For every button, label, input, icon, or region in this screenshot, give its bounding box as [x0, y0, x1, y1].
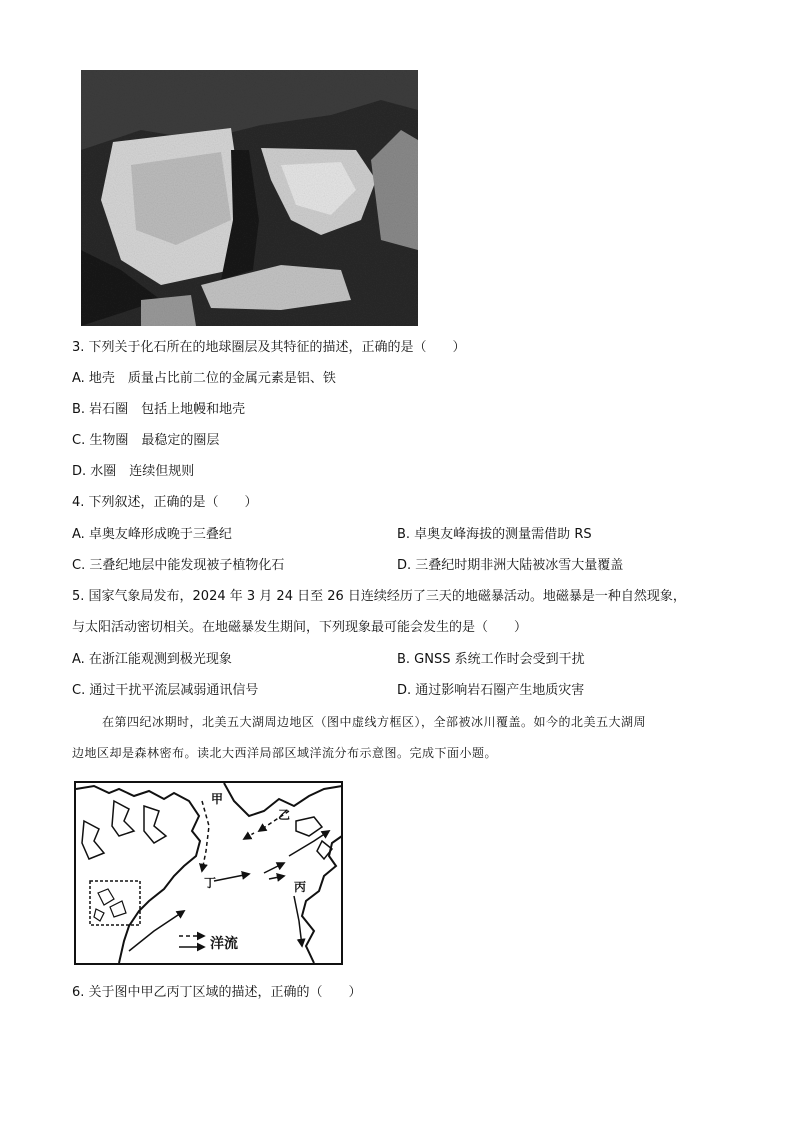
question-3-option-a: A. 地壳 质量占比前二位的金属元素是铝、铁: [72, 371, 336, 386]
ocean-current-map: [74, 781, 344, 966]
question-5-option-c: C. 通过干扰平流层减弱通讯信号: [72, 683, 259, 698]
passage-line-1: 在第四纪冰期时，北美五大湖周边地区（图中虚线方框区），全部被冰川覆盖。如今的北美五大湖周: [102, 715, 647, 729]
question-4-stem: 4. 下列叙述，正确的是（ ）: [72, 495, 258, 510]
question-4-option-d: D. 三叠纪时期非洲大陆被冰雪大量覆盖: [397, 558, 624, 573]
question-5-option-d: D. 通过影响岩石圈产生地质灾害: [397, 683, 585, 698]
question-3-option-d: D. 水圈 连续但规则: [72, 464, 195, 479]
label-bing: 丙: [294, 880, 307, 894]
label-yi: 乙: [278, 808, 291, 822]
fossil-photo: [81, 70, 418, 326]
question-3-stem: 3. 下列关于化石所在的地球圈层及其特征的描述，正确的是（ ）: [72, 340, 466, 355]
map-frame: [75, 782, 342, 964]
question-5-stem-line2: 与太阳活动密切相关。在地磁暴发生期间，下列现象最可能会发生的是（ ）: [72, 620, 528, 635]
label-ding: 丁: [204, 876, 217, 890]
question-4-option-b: B. 卓奥友峰海拔的测量需借助 RS: [397, 527, 592, 542]
question-6-stem: 6. 关于图中甲乙丙丁区域的描述，正确的（ ）: [72, 985, 362, 1000]
question-4-option-a: A. 卓奥友峰形成晚于三叠纪: [72, 527, 232, 542]
question-3-option-b: B. 岩石圈 包括上地幔和地壳: [72, 402, 246, 417]
question-5-option-b: B. GNSS 系统工作时会受到干扰: [397, 652, 585, 667]
label-jia: 甲: [211, 792, 224, 806]
question-4-option-c: C. 三叠纪地层中能发现被子植物化石: [72, 558, 285, 573]
legend-label: 洋流: [210, 935, 238, 951]
question-3-option-c: C. 生物圈 最稳定的圈层: [72, 433, 220, 448]
question-5-stem-line1: 5. 国家气象局发布，2024 年 3 月 24 日至 26 日连续经历了三天的地磁暴活动。地磁暴是一种自然现象，: [72, 589, 686, 604]
question-5-option-a: A. 在浙江能观测到极光现象: [72, 652, 232, 667]
passage-line-2: 边地区却是森林密布。读北大西洋局部区域洋流分布示意图。完成下面小题。: [72, 746, 498, 760]
